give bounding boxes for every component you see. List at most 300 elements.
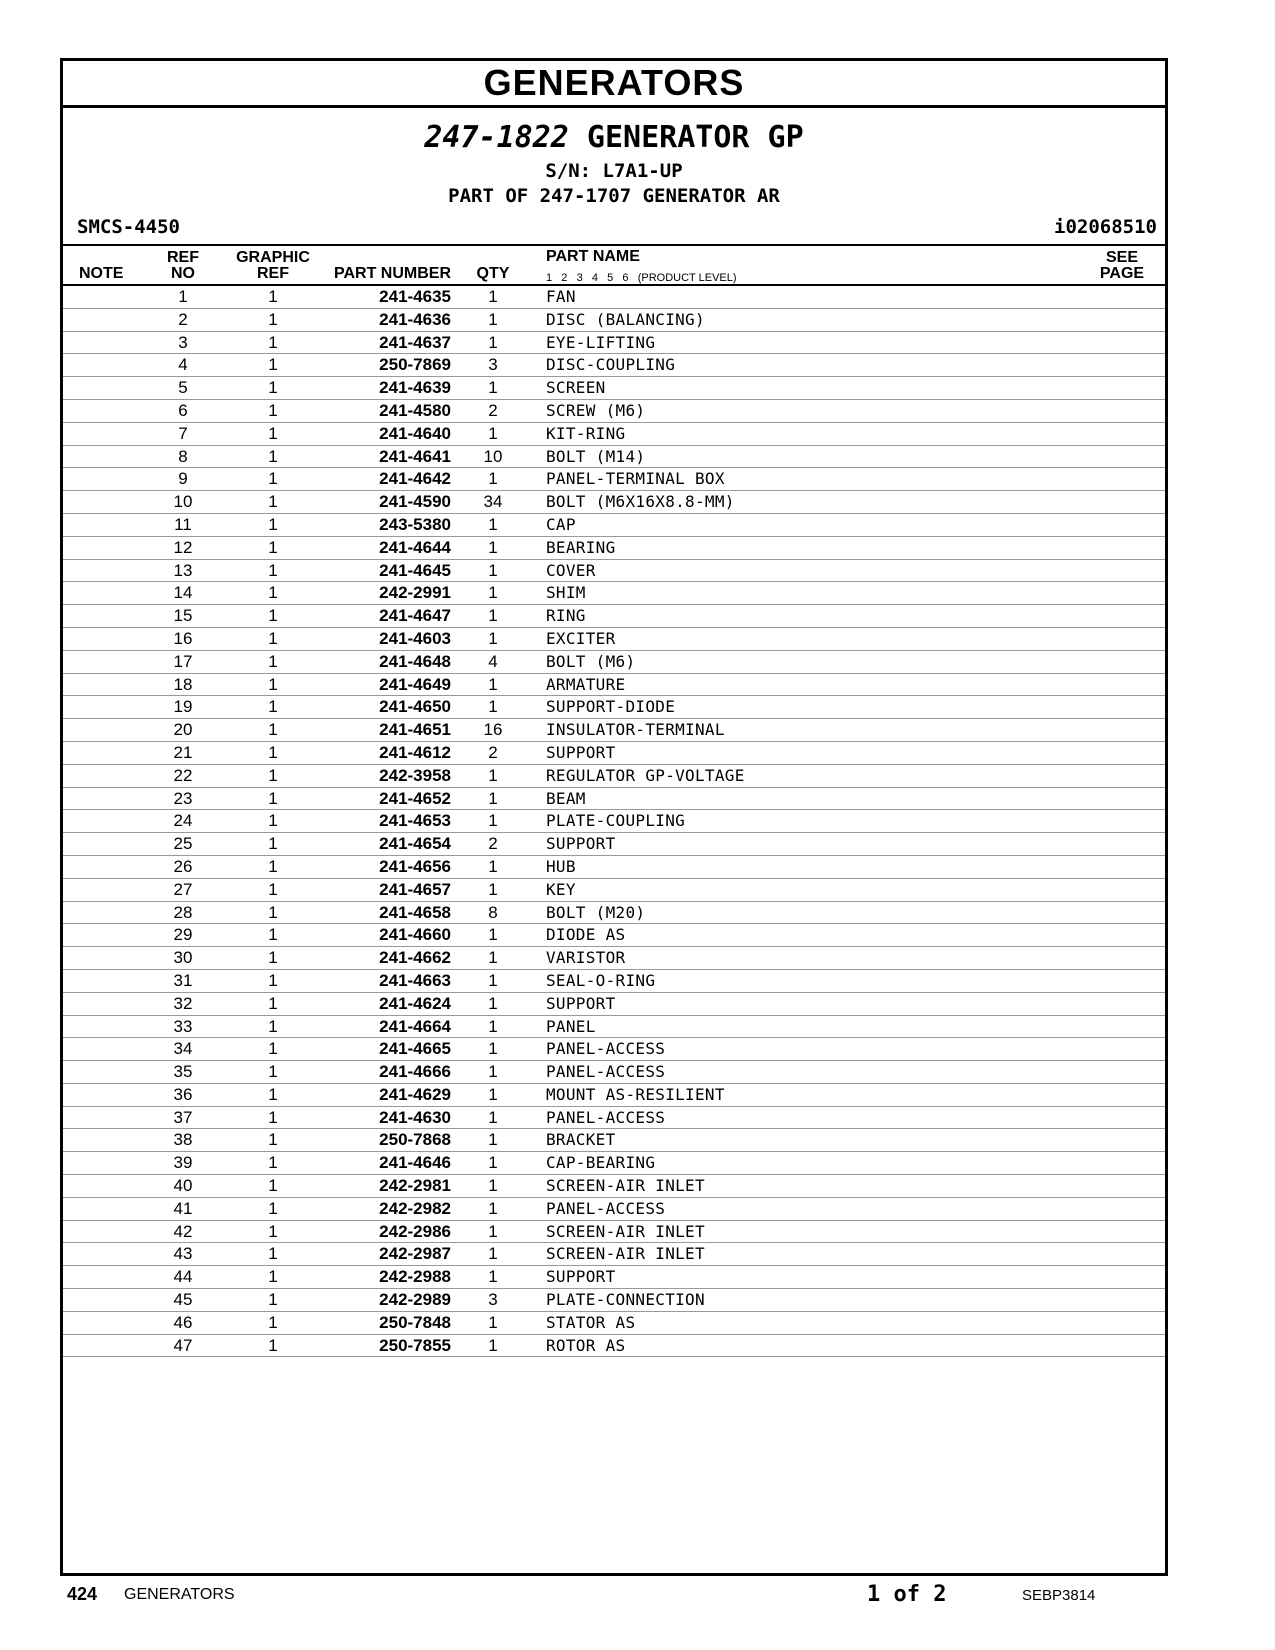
ref-no: 28 — [173, 902, 193, 922]
ref-no: 42 — [173, 1221, 193, 1241]
part-name: PANEL-ACCESS — [546, 1198, 666, 1218]
part-number: 250-7848 — [379, 1312, 451, 1332]
part-name: SCREEN — [546, 378, 606, 398]
quantity: 1 — [488, 1130, 498, 1150]
quantity: 1 — [488, 697, 498, 717]
part-number: 241-4580 — [379, 400, 451, 420]
col-graphic-bottom: REF — [257, 265, 289, 282]
graphic-ref: 1 — [268, 1130, 278, 1150]
ref-no: 13 — [173, 560, 193, 580]
part-number: 241-4664 — [379, 1016, 451, 1036]
part-name: EYE-LIFTING — [546, 332, 656, 352]
table-row — [63, 354, 1165, 377]
quantity: 1 — [488, 856, 498, 876]
quantity: 1 — [488, 1176, 498, 1196]
graphic-ref: 1 — [268, 993, 278, 1013]
table-row — [63, 446, 1165, 469]
quantity: 3 — [488, 355, 498, 375]
part-number: 241-4648 — [379, 651, 451, 671]
ref-no: 17 — [173, 651, 193, 671]
graphic-ref: 1 — [268, 606, 278, 626]
ref-no: 43 — [173, 1244, 193, 1264]
quantity: 8 — [488, 902, 498, 922]
quantity: 1 — [488, 287, 498, 306]
graphic-ref: 1 — [268, 1267, 278, 1287]
ref-no: 36 — [173, 1084, 193, 1104]
ref-no: 23 — [173, 788, 193, 808]
ref-no: 7 — [178, 423, 188, 443]
graphic-ref: 1 — [268, 902, 278, 922]
graphic-ref: 1 — [268, 1290, 278, 1310]
group-part-number: 247-1822 — [424, 120, 569, 155]
section-banner: GENERATORS — [63, 61, 1165, 108]
table-row — [63, 560, 1165, 583]
part-name: CAP — [546, 514, 576, 534]
ref-no: 12 — [173, 537, 193, 557]
graphic-ref: 1 — [268, 1176, 278, 1196]
parts-table-body — [63, 286, 1165, 1357]
col-see-bottom: PAGE — [1099, 265, 1145, 282]
part-name: SUPPORT-DIODE — [546, 697, 676, 717]
part-number: 241-4603 — [379, 628, 451, 648]
part-name: BOLT (M6X16X8.8-MM) — [546, 492, 735, 512]
part-name: ROTOR AS — [546, 1335, 626, 1355]
part-number: 241-4657 — [379, 879, 451, 899]
col-ref-bottom: NO — [171, 265, 195, 282]
graphic-ref: 1 — [268, 720, 278, 740]
part-name: BOLT (M14) — [546, 446, 646, 466]
ref-no: 14 — [173, 583, 193, 603]
part-name: SCREW (M6) — [546, 400, 646, 420]
document-ident: i02068510 — [1054, 216, 1157, 238]
quantity: 1 — [488, 514, 498, 534]
graphic-ref: 1 — [268, 355, 278, 375]
quantity: 1 — [488, 378, 498, 398]
quantity: 1 — [488, 788, 498, 808]
part-name: SHIM — [546, 583, 586, 603]
footer-doc-id: SEBP3814 — [1022, 1587, 1096, 1604]
ref-no: 41 — [173, 1198, 193, 1218]
graphic-ref: 1 — [268, 560, 278, 580]
table-row — [63, 332, 1165, 355]
col-ref-top: REF — [167, 249, 199, 266]
quantity: 1 — [488, 765, 498, 785]
table-row — [63, 468, 1165, 491]
part-number: 241-4662 — [379, 948, 451, 968]
part-number: 241-4650 — [379, 697, 451, 717]
quantity: 10 — [483, 446, 503, 466]
table-row — [63, 1312, 1165, 1335]
part-number: 242-2989 — [379, 1290, 451, 1310]
table-row — [63, 400, 1165, 423]
quantity: 1 — [488, 469, 498, 489]
quantity: 2 — [488, 742, 498, 762]
table-row — [63, 719, 1165, 742]
table-row — [63, 1038, 1165, 1061]
part-number: 241-4590 — [379, 492, 451, 512]
table-row — [63, 947, 1165, 970]
ref-no: 21 — [173, 742, 193, 762]
part-name: SUPPORT — [546, 1267, 616, 1287]
graphic-ref: 1 — [268, 742, 278, 762]
part-name: SUPPORT — [546, 834, 616, 854]
column-header-row — [63, 246, 1165, 286]
part-name: DIODE AS — [546, 925, 626, 945]
ref-no: 8 — [178, 446, 188, 466]
graphic-ref: 1 — [268, 537, 278, 557]
graphic-ref: 1 — [268, 378, 278, 398]
part-name: DISC (BALANCING) — [546, 309, 705, 329]
graphic-ref: 1 — [268, 309, 278, 329]
graphic-ref: 1 — [268, 879, 278, 899]
part-name: PANEL-ACCESS — [546, 1039, 666, 1059]
part-number: 250-7869 — [379, 355, 451, 375]
part-number: 241-4652 — [379, 788, 451, 808]
quantity: 1 — [488, 560, 498, 580]
table-row — [63, 1061, 1165, 1084]
col-note: NOTE — [79, 265, 124, 282]
quantity: 1 — [488, 309, 498, 329]
graphic-ref: 1 — [268, 446, 278, 466]
quantity: 1 — [488, 1267, 498, 1287]
ref-no: 20 — [173, 720, 193, 740]
table-row — [63, 1084, 1165, 1107]
part-name: SCREEN-AIR INLET — [546, 1176, 705, 1196]
quantity: 1 — [488, 925, 498, 945]
graphic-ref: 1 — [268, 788, 278, 808]
quantity: 1 — [488, 1062, 498, 1082]
part-name: PANEL-TERMINAL BOX — [546, 469, 725, 489]
quantity: 1 — [488, 1084, 498, 1104]
part-name: MOUNT AS-RESILIENT — [546, 1084, 725, 1104]
graphic-ref: 1 — [268, 287, 278, 306]
part-number: 241-4653 — [379, 811, 451, 831]
part-name: SUPPORT — [546, 742, 616, 762]
table-row — [63, 286, 1165, 309]
graphic-ref: 1 — [268, 423, 278, 443]
ref-no: 40 — [173, 1176, 193, 1196]
quantity: 34 — [483, 492, 503, 512]
ref-no: 5 — [178, 378, 188, 398]
part-number: 242-3958 — [379, 765, 451, 785]
part-number: 241-4658 — [379, 902, 451, 922]
quantity: 1 — [488, 583, 498, 603]
part-number: 241-4656 — [379, 856, 451, 876]
smcs-code: SMCS-4450 — [77, 216, 180, 238]
col-qty: QTY — [476, 265, 510, 282]
table-row — [63, 1289, 1165, 1312]
table-row — [63, 1129, 1165, 1152]
graphic-ref: 1 — [268, 1153, 278, 1173]
part-number: 241-4640 — [379, 423, 451, 443]
graphic-ref: 1 — [268, 697, 278, 717]
graphic-ref: 1 — [268, 765, 278, 785]
graphic-ref: 1 — [268, 674, 278, 694]
ref-no: 44 — [173, 1267, 193, 1287]
graphic-ref: 1 — [268, 1062, 278, 1082]
table-row — [63, 1335, 1165, 1358]
quantity: 1 — [488, 1153, 498, 1173]
table-row — [63, 1198, 1165, 1221]
table-row — [63, 1243, 1165, 1266]
part-number: 242-2991 — [379, 583, 451, 603]
graphic-ref: 1 — [268, 1221, 278, 1241]
ref-no: 6 — [178, 400, 188, 420]
part-number: 241-4642 — [379, 469, 451, 489]
table-row — [63, 788, 1165, 811]
part-name: REGULATOR GP-VOLTAGE — [546, 765, 745, 785]
ref-no: 2 — [178, 309, 188, 329]
quantity: 1 — [488, 970, 498, 990]
ref-no: 31 — [173, 970, 193, 990]
part-name: SCREEN-AIR INLET — [546, 1244, 705, 1264]
table-row — [63, 1016, 1165, 1039]
ref-no: 46 — [173, 1312, 193, 1332]
ref-no: 34 — [173, 1039, 193, 1059]
part-number: 241-4612 — [379, 742, 451, 762]
ref-no: 10 — [173, 492, 193, 512]
col-see-top: SEE — [1105, 249, 1138, 266]
ref-no: 39 — [173, 1153, 193, 1173]
graphic-ref: 1 — [268, 925, 278, 945]
table-row — [63, 1221, 1165, 1244]
table-row — [63, 810, 1165, 833]
graphic-ref: 1 — [268, 400, 278, 420]
graphic-ref: 1 — [268, 811, 278, 831]
table-row — [63, 628, 1165, 651]
table-row — [63, 696, 1165, 719]
part-number: 242-2982 — [379, 1198, 451, 1218]
table-row — [63, 674, 1165, 697]
footer-page-of: 1 of 2 — [867, 1582, 947, 1607]
ref-no: 26 — [173, 856, 193, 876]
part-name: BRACKET — [546, 1130, 616, 1150]
ref-no: 37 — [173, 1107, 193, 1127]
part-name: SEAL-O-RING — [546, 970, 656, 990]
table-row — [63, 856, 1165, 879]
ref-no: 33 — [173, 1016, 193, 1036]
part-number: 241-4644 — [379, 537, 451, 557]
quantity: 4 — [488, 651, 498, 671]
part-number: 242-2981 — [379, 1176, 451, 1196]
part-name: RING — [546, 606, 586, 626]
part-name: INSULATOR-TERMINAL — [546, 720, 725, 740]
footer-page-number: 424 — [67, 1584, 98, 1604]
ref-no: 24 — [173, 811, 193, 831]
graphic-ref: 1 — [268, 856, 278, 876]
part-number: 242-2986 — [379, 1221, 451, 1241]
part-name: KEY — [546, 879, 576, 899]
part-name: DISC-COUPLING — [546, 355, 676, 375]
table-row — [63, 377, 1165, 400]
ref-no: 11 — [174, 514, 192, 534]
table-row — [63, 605, 1165, 628]
part-number: 241-4630 — [379, 1107, 451, 1127]
graphic-ref: 1 — [268, 628, 278, 648]
part-name: FAN — [546, 287, 576, 306]
part-name: HUB — [546, 856, 576, 876]
quantity: 1 — [488, 1039, 498, 1059]
ref-no: 30 — [173, 948, 193, 968]
table-row — [63, 309, 1165, 332]
part-name: KIT-RING — [546, 423, 626, 443]
quantity: 1 — [488, 423, 498, 443]
quantity: 1 — [488, 628, 498, 648]
quantity: 1 — [488, 993, 498, 1013]
quantity: 1 — [488, 1244, 498, 1264]
part-name: BEAM — [546, 788, 586, 808]
quantity: 1 — [488, 879, 498, 899]
table-row — [63, 514, 1165, 537]
table-row — [63, 879, 1165, 902]
part-name: VARISTOR — [546, 948, 626, 968]
col-part-name: PART NAME — [546, 248, 640, 265]
ref-no: 29 — [173, 925, 193, 945]
ref-no: 19 — [173, 697, 193, 717]
part-name: BOLT (M6) — [546, 651, 636, 671]
part-number: 241-4645 — [379, 560, 451, 580]
part-number: 241-4637 — [379, 332, 451, 352]
quantity: 2 — [488, 400, 498, 420]
table-row — [63, 1152, 1165, 1175]
graphic-ref: 1 — [268, 1312, 278, 1332]
ref-no: 25 — [173, 834, 193, 854]
part-name: PANEL-ACCESS — [546, 1062, 666, 1082]
part-number: 250-7868 — [379, 1130, 451, 1150]
table-row — [63, 1175, 1165, 1198]
part-name: STATOR AS — [546, 1312, 636, 1332]
table-row — [63, 1107, 1165, 1130]
table-row — [63, 924, 1165, 947]
quantity: 1 — [488, 332, 498, 352]
part-name: COVER — [546, 560, 596, 580]
group-name: GENERATOR GP — [586, 120, 804, 155]
graphic-ref: 1 — [268, 469, 278, 489]
part-of-line: PART OF 247-1707 GENERATOR AR — [448, 185, 780, 207]
graphic-ref: 1 — [268, 970, 278, 990]
ref-no: 22 — [173, 765, 193, 785]
part-name: PANEL — [546, 1016, 596, 1036]
part-name: PLATE-CONNECTION — [546, 1290, 705, 1310]
quantity: 1 — [488, 606, 498, 626]
ref-no: 32 — [173, 993, 193, 1013]
table-row — [63, 833, 1165, 856]
table-row — [63, 902, 1165, 925]
col-graphic-top: GRAPHIC — [236, 249, 310, 266]
serial-range: S/N: L7A1-UP — [545, 160, 683, 182]
quantity: 1 — [488, 1335, 498, 1355]
part-number: 241-4641 — [379, 446, 451, 466]
quantity: 16 — [483, 720, 503, 740]
graphic-ref: 1 — [268, 1198, 278, 1218]
quantity: 2 — [488, 834, 498, 854]
page-footer — [62, 1582, 1115, 1612]
part-number: 250-7855 — [379, 1335, 451, 1355]
table-row — [63, 993, 1165, 1016]
quantity: 1 — [488, 537, 498, 557]
ref-no: 1 — [178, 287, 188, 306]
quantity: 1 — [488, 1221, 498, 1241]
part-name: PLATE-COUPLING — [546, 811, 686, 831]
graphic-ref: 1 — [268, 948, 278, 968]
graphic-ref: 1 — [268, 514, 278, 534]
graphic-ref: 1 — [268, 492, 278, 512]
graphic-ref: 1 — [268, 651, 278, 671]
graphic-ref: 1 — [268, 1335, 278, 1355]
part-name: SUPPORT — [546, 993, 616, 1013]
ref-no: 9 — [178, 469, 188, 489]
part-number: 241-4647 — [379, 606, 451, 626]
table-row — [63, 582, 1165, 605]
col-product-levels: 1 2 3 4 5 6 (PRODUCT LEVEL) — [546, 272, 737, 284]
quantity: 1 — [488, 1312, 498, 1332]
part-name: PANEL-ACCESS — [546, 1107, 666, 1127]
table-row — [63, 765, 1165, 788]
quantity: 1 — [488, 811, 498, 831]
graphic-ref: 1 — [268, 583, 278, 603]
quantity: 1 — [488, 1198, 498, 1218]
graphic-ref: 1 — [268, 1244, 278, 1264]
table-row — [63, 970, 1165, 993]
ref-no: 18 — [173, 674, 193, 694]
part-name: BEARING — [546, 537, 616, 557]
ref-no: 45 — [173, 1290, 193, 1310]
table-row — [63, 537, 1165, 560]
part-number: 241-4624 — [379, 993, 451, 1013]
part-number: 242-2988 — [379, 1267, 451, 1287]
quantity: 1 — [488, 1016, 498, 1036]
graphic-ref: 1 — [268, 1016, 278, 1036]
part-name: SCREEN-AIR INLET — [546, 1221, 705, 1241]
group-header — [63, 108, 1165, 246]
ref-no: 15 — [173, 606, 193, 626]
part-name: CAP-BEARING — [546, 1153, 656, 1173]
part-number: 241-4660 — [379, 925, 451, 945]
graphic-ref: 1 — [268, 1084, 278, 1104]
table-row — [63, 423, 1165, 446]
table-row — [63, 651, 1165, 674]
part-number: 241-4666 — [379, 1062, 451, 1082]
ref-no: 4 — [178, 355, 188, 375]
table-row — [63, 1266, 1165, 1289]
ref-no: 38 — [173, 1130, 193, 1150]
part-number: 241-4663 — [379, 970, 451, 990]
ref-no: 3 — [178, 332, 188, 352]
part-name: BOLT (M20) — [546, 902, 646, 922]
parts-list-frame — [60, 58, 1168, 1576]
footer-section: GENERATORS — [124, 1586, 235, 1603]
part-number: 243-5380 — [379, 514, 451, 534]
graphic-ref: 1 — [268, 332, 278, 352]
quantity: 3 — [488, 1290, 498, 1310]
part-number: 242-2987 — [379, 1244, 451, 1264]
quantity: 1 — [488, 1107, 498, 1127]
graphic-ref: 1 — [268, 1039, 278, 1059]
table-row — [63, 742, 1165, 765]
col-part-number: PART NUMBER — [333, 265, 451, 282]
part-number: 241-4636 — [379, 309, 451, 329]
table-row — [63, 491, 1165, 514]
part-number: 241-4646 — [379, 1153, 451, 1173]
quantity: 1 — [488, 948, 498, 968]
part-number: 241-4649 — [379, 674, 451, 694]
part-number: 241-4629 — [379, 1084, 451, 1104]
group-title — [63, 120, 1165, 155]
part-name: ARMATURE — [546, 674, 626, 694]
graphic-ref: 1 — [268, 834, 278, 854]
ref-no: 27 — [173, 879, 193, 899]
part-number: 241-4651 — [379, 720, 451, 740]
